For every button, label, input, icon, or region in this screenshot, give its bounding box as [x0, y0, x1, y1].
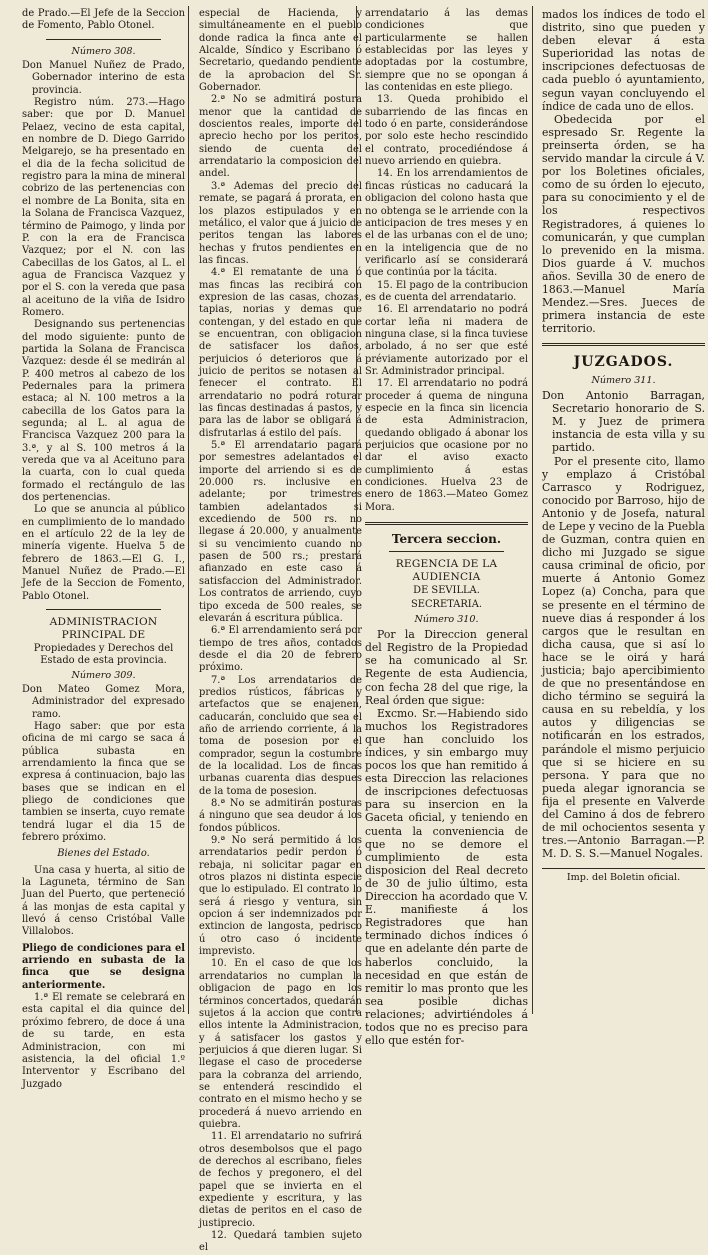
- column-divider: [188, 6, 189, 1014]
- notice-number: Número 311.: [591, 374, 656, 386]
- section-title: Tercera seccion.: [391, 532, 502, 547]
- section-heading: ADMINISTRACION PRINCIPAL DE: [49, 616, 158, 641]
- section-separator: [365, 522, 528, 525]
- paragraph: 9.ª No será permitido á los arrendatarios pedir perdon ó rebaja, ni solicitar pagar en otros plazos ni distinta especie que lo estipulado. El contrato lo será á riesgo y ventura, sin opcion á ser indemnizados por extincion de langosta, pedrisco ú otro caso ó incidente imprevisto.: [199, 835, 362, 958]
- section-subheading: SECRETARIA.: [411, 599, 482, 611]
- paragraph: arrendatario á las demas condiciones que particularmente se hallen establecidas por las leyes y adoptadas por la costumbre, siempre que no se opongan á las contenidas en este pliego.: [365, 8, 528, 94]
- paragraph: Excmo. Sr.—Habiendo sido muchos los Registradores que han concluido los índices, y sin embargo muy pocos los que han remitido á esta Direccion las relaciones de inscripciones defectuosas para su insercion en la Gaceta oficial, y teniendo en cuenta la conveniencia de que no se demore el cumplimiento de esta disposicion del Real decreto de 30 de julio último, esta Direccion ha acordado que V. E. manifieste á los Registradores que han terminado dichos índices ó que en adelante dén parte de haberlos concluido, la necesidad en que están de remitir lo mas pronto que les sea posible dichas relaciones; advirtiéndoles á todos que no es preciso para ello que estén for-: [365, 706, 528, 1048]
- paragraph: Don Antonio Barragan, Secretario honorario de S. M. y Juez de primera instancia de esta villa y su partido.: [542, 389, 705, 455]
- paragraph: Don Manuel Nuñez de Prado, Gobernador interino de esta provincia.: [22, 60, 185, 96]
- section-separator: [389, 551, 504, 552]
- paragraph: 1.ª El remate se celebrará en esta capital el dia quince del próximo febrero, de doce á una de su tarde, en esta Administracion, con mi asistencia, la del oficial 1.º Interventor y Escribano del Juzgado: [22, 992, 185, 1090]
- paragraph: mados los índices de todo el distrito, sino que pueden y deben elevar á esta Superioridad las notas de inscripciones defectuosas de cada pueblo ó ayuntamiento, segun vayan concluyendo el índice de cada uno de ellos.: [542, 8, 705, 113]
- paragraph: Hago saber: que por esta oficina de mi cargo se saca á pública subasta en arrendamiento la finca que se expresa á continuacion, bajo las bases que se indican en el pliego de condiciones que tambien se inserta, cuyo remate tendrá lugar el dia 15 de febrero próximo.: [22, 720, 185, 843]
- italic-heading: Bienes del Estado.: [57, 848, 150, 860]
- paragraph: Designando sus pertenencias del modo siguiente: punto de partida la Solana de Francisca Vazquez: desde él se medirán al P. 400 metros al cabezo de los Pedernales para la primera estaca; al N. 100 metros a la cabecilla de los Gatos para la segunda; al L. al agua de Francisca Vazquez 200 para la 3.ª, y al S. 100 metros á la vereda que va al Aceituno para la cuarta, con lo cual queda formado el rectángulo de las dos pertenencias.: [22, 319, 185, 504]
- paragraph: 8.ª No se admitirán posturas á ninguno que sea deudor á los fondos públicos.: [199, 798, 362, 834]
- paragraph: Obedecida por el espresado Sr. Regente la preinserta órden, se ha servido mandar la circule á V. por los Boletines oficiales, como de su órden lo ejecuto, para su conocimiento y el de los respectivos Registradores, á quienes lo comunicarán, y que cumplan lo prevenido en la misma. Dios guarde á V. muchos años. Sevilla 30 de enero de 1863.—Manuel María Mendez.—Sres. Jueces de primera instancia de este territorio.: [542, 112, 705, 336]
- paragraph: Por el presente cito, llamo y emplazo á Cristóbal Carrasco y Rodriguez, conocido por Barroso, hijo de Antonio y de Josefa, natural de Lepe y vecino de la Puebla de Guzman, contra quien en dicho mi Juzgado se sigue causa criminal de oficio, por muerte á Antonio Gomez Lopez (a) Concha, para que se presente en el término de nueve dias á responder á los cargos que le resultan en dicha causa, que si así lo hace se le oirá y hará justicia; bajo apercibimiento de que no presentándose en dicho término se seguirá la causa en su rebeldía, y los autos y diligencias se notificarán en los estrados, parándole el mismo perjuicio que si se hiciere en su persona. Y para que no pueda alegar ignorancia se fija el presente en Valverde del Camino á dos de febrero de mil ochocientos sesenta y tres.—Antonio Barragan.—P. M. D. S. S.—Manuel Nogales.: [542, 454, 705, 861]
- notice-number: Número 308.: [71, 45, 136, 57]
- paragraph: de Prado.—El Jefe de la Seccion de Fomento, Pablo Otonel.: [22, 8, 185, 32]
- paragraph: 10. En el caso de que los arrendatarios no cumplan la obligacion de pago en los términos concertados, quedarán sujetos á la accion que contra ellos intente la Administracion, y á satisfacer los gastos y perjuicios á que dieren lugar. Si llegase el caso de procederse para la cobranza del arriendo, se entenderá rescindido el contrato en el mismo hecho y se procederá á nuevo arriendo en quiebra.: [199, 958, 362, 1130]
- section-separator: [542, 343, 705, 346]
- column-2: [199, 8, 362, 1255]
- section-subheading: Propiedades y Derechos del Estado de esta provincia.: [33, 642, 174, 667]
- paragraph: 7.ª Los arrendatarios de predios rústicos, fábricas y artefactos que se enajenen, caducarán, concluido que sea el año de arriendo corriente, á la toma de posesion por el comprador, segun la costumbre de la localidad. Los de fincas urbanas cuarenta dias despues de la toma de posesion.: [199, 674, 362, 797]
- notice-number: Número 309.: [71, 669, 136, 681]
- paragraph: 4.ª El rematante de una ó mas fincas las recibirá con expresion de las casas, chozas, tapias, norias y demas que contengan, y del estado en que se encuentran, con obligacion de satisfacer los daños, perjuicios ó deterioros que á juicio de peritos se notasen al fenecer el contrato. El arrendatario no podrá roturar las fincas destinadas á pastos, y para las de labor se obligará á disfrutarlas á estilo del país.: [199, 267, 362, 439]
- column-divider: [532, 6, 533, 1014]
- paragraph: 15. El pago de la contribucion es de cuenta del arrendatario.: [365, 279, 528, 303]
- paragraph: Una casa y huerta, al sitio de la Laguneta, término de San Juan del Puerto, que perteneció á las monjas de esta capital y llevó á censo Cristóbal Valle Villalobos.: [22, 864, 185, 938]
- paragraph: Por la Direccion general del Registro de la Propiedad se ha comunicado al Sr. Regente de esta Audiencia, con fecha 28 del que rige, la Real órden que sigue:: [365, 628, 528, 707]
- paragraph: 11. El arrendatario no sufrirá otros desembolsos que el pago de derechos al escribano, fieles de fechos y pregonero, el del papel que se invierta en el expediente y escritura, y las dietas de peritos en el caso de justiprecio.: [199, 1131, 362, 1229]
- column-4: [542, 8, 705, 894]
- paragraph: Registro núm. 273.—Hago saber: que por D. Manuel Pelaez, vecino de esta capital, en nombre de D. Diego Garrido Melgarejo, se ha presentado en el dia de la fecha solicitud de registro para la mina de mineral cobrizo de las pertenencias con el nombre de La Bonita, sita en la Solana de Francisca Vazquez, término de Paimogo, y linda por P. con la era de Francisca Vazquez; por el N. con las Cabecillas de los Gatos, al L. el agua de Francisca Vazquez y por el S. con la vereda que pasa al aceituno de la viña de Isidro Romero.: [22, 97, 185, 318]
- paragraph: 3.ª Ademas del precio del remate, se pagará á prorata, en los plazos estipulados y en metálico, el valor que á juicio de peritos tengan las labores hechas y frutos pendientes en las fincas.: [199, 180, 362, 266]
- paragraph: 14. En los arrendamientos de fincas rústicas no caducará la obligacion del colono hasta que no obtenga se le arriende con la anticipacion de tres meses y en el de las urbanas con el de uno; en la inteligencia que de no verificarlo así se considerará que continúa por la tácita.: [365, 168, 528, 279]
- paragraph: Don Mateo Gomez Mora, Administrador del expresado ramo.: [22, 683, 185, 720]
- paragraph: Lo que se anuncia al público en cumplimiento de lo mandado en el artículo 22 de la ley de minería vigente. Huelva 5 de febrero de 1863.—El G. I., Manuel Nuñez de Prado.—El Jefe de la Seccion de Fomento, Pablo Otonel.: [22, 504, 185, 602]
- paragraph: 5.ª El arrendatario pagará por semestres adelantados el importe del arriendo si es de 20.000 rs. inclusive en adelante; por trimestres tambien adelantados si excediendo de 500 rs. no llegase á 20.000, y anualmente si su vencimiento cuando no pasen de 500 rs.; prestará afianzado en este caso á satisfaccion del Administrador. Los contratos de arriendo, cuyo tipo exceda de 500 reales, se elevarán á escritura pública.: [199, 440, 362, 624]
- paragraph: 12. Quedará tambien sujeto el: [199, 1230, 362, 1254]
- section-subheading: DE SEVILLA.: [413, 585, 480, 597]
- bold-heading: Pliego de condiciones para el arriendo en subasta de la finca que se designa anteriormente.: [22, 942, 185, 991]
- column-divider: [356, 6, 357, 1014]
- paragraph: 16. El arrendatario no podrá cortar leña ni madera de ninguna clase, si la finca tuviese arbolado, á no ser que esté préviamente autorizado por el Sr. Administrador principal.: [365, 304, 528, 377]
- paragraph: 13. Queda prohibido el subarriendo de las fincas en todo ó en parte, considerándose por solo este hecho rescindido el contrato, procediéndose á nuevo arriendo en quiebra.: [365, 94, 528, 168]
- section-separator: [46, 39, 161, 40]
- notice-number: Número 310.: [414, 613, 479, 625]
- section-separator: [46, 609, 161, 610]
- column-3: [365, 8, 528, 1047]
- printer-imprint: Imp. del Boletin oficial.: [542, 868, 705, 884]
- paragraph: 6.ª El arrendamiento será por tiempo de tres años, contados desde el dia 20 de febrero próximo.: [199, 625, 362, 674]
- section-title: JUZGADOS.: [573, 354, 674, 371]
- paragraph: 2.ª No se admitirá postura menor que la cantidad de doscientos reales, importe del aprecio hecho por los peritos, siendo de cuenta del arrendatario la composicion del andel.: [199, 94, 362, 180]
- paragraph: especial de Hacienda, y simultáneamente en el pueblo donde radica la finca ante el Alcalde, Síndico y Escribano ó Secretario, quedando pendiente de la aprobacion del Sr. Gobernador.: [199, 8, 362, 94]
- section-heading: REGENCIA DE LA AUDIENCIA: [395, 558, 498, 583]
- paragraph: 17. El arrendatario no podrá proceder á quema de ninguna especie en la finca sin licencia de esta Administracion, quedando obligado á abonar los perjuicios que ocasione por no dar el aviso exacto cumplimiento á estas condiciones. Huelva 23 de enero de 1863.—Mateo Gomez Mora.: [365, 378, 528, 513]
- column-1: [22, 8, 185, 1091]
